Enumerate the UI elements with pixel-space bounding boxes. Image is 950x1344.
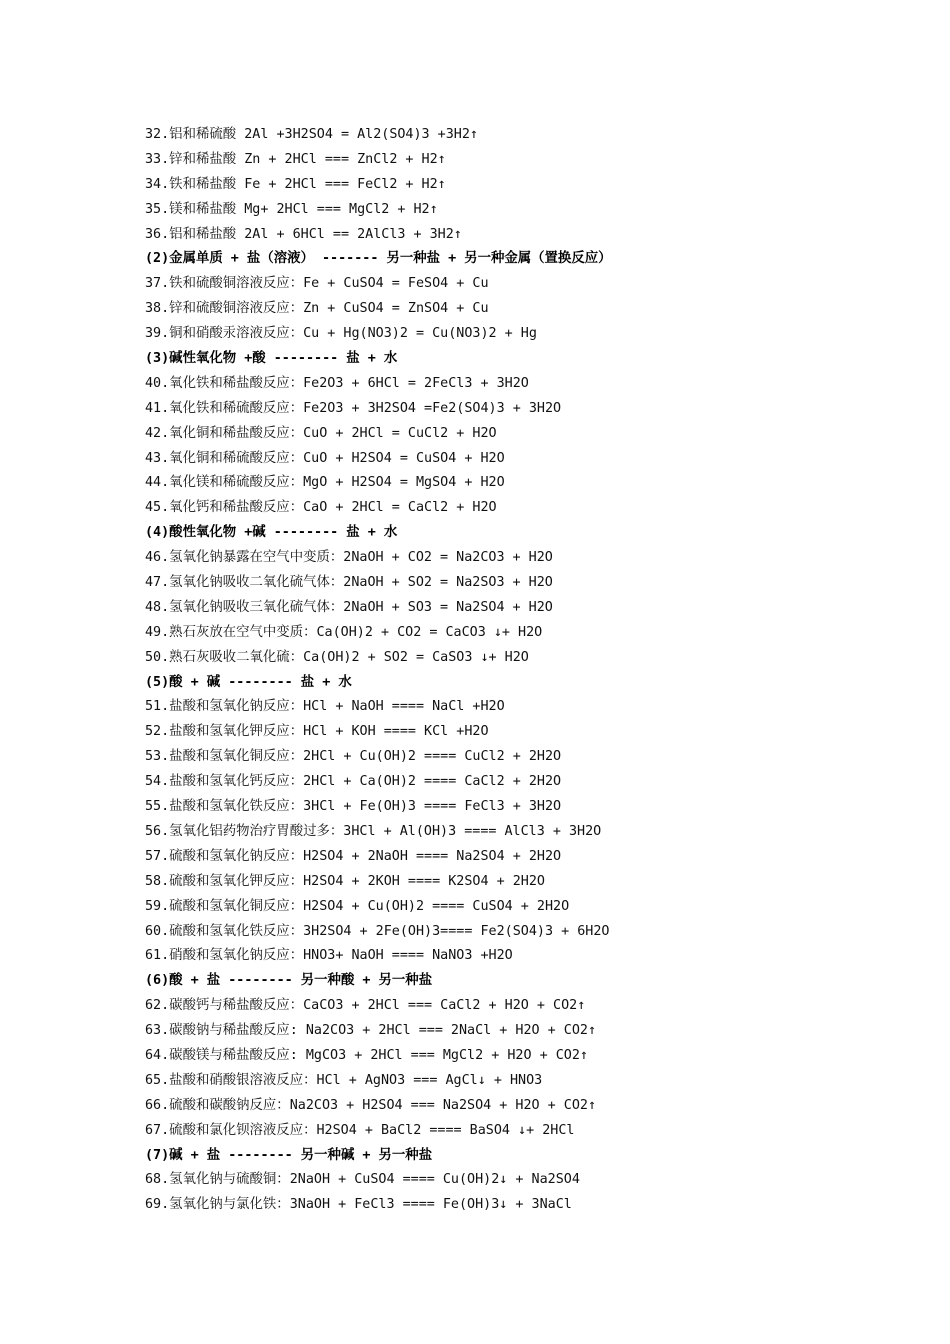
equation-line: 64.碳酸镁与稀盐酸反应: MgCO3 + 2HCl === MgCl2 + H2O + CO2↑ xyxy=(145,1047,588,1063)
section-heading: (6)酸 + 盐 -------- 另一种酸 + 另一种盐 xyxy=(145,973,433,989)
equation-line: 39.铜和硝酸汞溶液反应：Cu + Hg(NO3)2 = Cu(NO3)2 + Hg xyxy=(145,326,537,342)
equation-line: 59.硫酸和氢氧化铜反应：H2SO4 + Cu(OH)2 ==== CuSO4 + 2H2O xyxy=(145,898,570,914)
equation-line: 34.铁和稀盐酸 Fe + 2HCl === FeCl2 + H2↑ xyxy=(145,176,446,192)
equation-line: 50.熟石灰吸收二氧化硫：Ca(OH)2 + SO2 = CaSO3 ↓+ H2O xyxy=(145,649,529,665)
equation-line: 32.铝和稀硫酸 2Al +3H2SO4 = Al2(SO4)3 +3H2↑ xyxy=(145,127,478,142)
equation-line: 38.锌和硫酸铜溶液反应：Zn + CuSO4 = ZnSO4 + Cu xyxy=(145,301,489,317)
equation-line: 35.镁和稀盐酸 Mg+ 2HCl === MgCl2 + H2↑ xyxy=(145,201,438,217)
equation-line: 52.盐酸和氢氧化钾反应：HCl + KOH ==== KCl +H2O xyxy=(145,724,489,740)
equation-line: 33.锌和稀盐酸 Zn + 2HCl === ZnCl2 + H2↑ xyxy=(145,151,446,167)
equation-line: 42.氧化铜和稀盐酸反应：CuO + 2HCl = CuCl2 + H2O xyxy=(145,425,497,441)
equation-line: 40.氧化铁和稀盐酸反应：Fe2O3 + 6HCl = 2FeCl3 + 3H2O xyxy=(145,375,529,391)
section-heading: (5)酸 + 碱 -------- 盐 + 水 xyxy=(145,674,352,690)
equation-line: 44.氧化镁和稀硫酸反应：MgO + H2SO4 = MgSO4 + H2O xyxy=(145,475,505,491)
equation-line: 62.碳酸钙与稀盐酸反应：CaCO3 + 2HCl === CaCl2 + H2O + CO2↑ xyxy=(145,998,586,1014)
equation-line: 41.氧化铁和稀硫酸反应：Fe2O3 + 3H2SO4 =Fe2(SO4)3 + 3H2O xyxy=(145,400,562,416)
equation-line: 49.熟石灰放在空气中变质：Ca(OH)2 + CO2 = CaCO3 ↓+ H2O xyxy=(145,624,543,640)
equation-line: 57.硫酸和氢氧化钠反应：H2SO4 + 2NaOH ==== Na2SO4 + 2H2O xyxy=(145,848,562,864)
equation-line: 47.氢氧化钠吸收二氧化硫气体：2NaOH + SO2 = Na2SO3 + H2O xyxy=(145,575,553,591)
equation-line: 68.氢氧化钠与硫酸铜：2NaOH + CuSO4 ==== Cu(OH)2↓ + Na2SO4 xyxy=(145,1172,580,1188)
equation-line: 66.硫酸和碳酸钠反应：Na2CO3 + H2SO4 === Na2SO4 + H2O + CO2↑ xyxy=(145,1097,597,1113)
equation-line: 48.氢氧化钠吸收三氧化硫气体：2NaOH + SO3 = Na2SO4 + H2O xyxy=(145,599,553,615)
equation-line: 60.硫酸和氢氧化铁反应：3H2SO4 + 2Fe(OH)3==== Fe2(SO4)3 + 6H2O xyxy=(145,923,610,939)
equation-line: 43.氧化铜和稀硫酸反应：CuO + H2SO4 = CuSO4 + H2O xyxy=(145,450,505,466)
equation-line: 65.盐酸和硝酸银溶液反应：HCl + AgNO3 === AgCl↓ + HNO3 xyxy=(145,1072,543,1088)
equation-line: 58.硫酸和氢氧化钾反应：H2SO4 + 2KOH ==== K2SO4 + 2H2O xyxy=(145,873,545,889)
section-heading: (3)碱性氧化物 +酸 -------- 盐 + 水 xyxy=(145,351,398,367)
equation-line: 46.氢氧化钠暴露在空气中变质：2NaOH + CO2 = Na2CO3 + H2O xyxy=(145,550,553,566)
equation-line: 56.氢氧化铝药物治疗胃酸过多：3HCl + Al(OH)3 ==== AlCl3 + 3H2O xyxy=(145,823,602,839)
section-heading: (2)金属单质 + 盐（溶液） ------- 另一种盐 + 另一种金属（置换反应） xyxy=(145,251,612,267)
equation-line: 55.盐酸和氢氧化铁反应：3HCl + Fe(OH)3 ==== FeCl3 + 3H2O xyxy=(145,799,562,815)
equation-line: 45.氧化钙和稀盐酸反应：CaO + 2HCl = CaCl2 + H2O xyxy=(145,500,497,516)
equation-line: 61.硝酸和氢氧化钠反应：HNO3+ NaOH ==== NaNO3 +H2O xyxy=(145,948,513,964)
section-heading: (4)酸性氧化物 +碱 -------- 盐 + 水 xyxy=(145,525,398,541)
equation-line: 63.碳酸钠与稀盐酸反应: Na2CO3 + 2HCl === 2NaCl + H2O + CO2↑ xyxy=(145,1023,597,1039)
section-heading: (7)碱 + 盐 -------- 另一种碱 + 另一种盐 xyxy=(145,1147,433,1163)
equation-line: 54.盐酸和氢氧化钙反应：2HCl + Ca(OH)2 ==== CaCl2 + 2H2O xyxy=(145,774,562,790)
equation-line: 36.铝和稀盐酸 2Al + 6HCl == 2AlCl3 + 3H2↑ xyxy=(145,226,462,242)
document-body xyxy=(145,123,935,1218)
equation-line: 37.铁和硫酸铜溶液反应：Fe + CuSO4 = FeSO4 + Cu xyxy=(145,276,489,292)
equation-line: 51.盐酸和氢氧化钠反应：HCl + NaOH ==== NaCl +H2O xyxy=(145,699,505,715)
equation-line: 53.盐酸和氢氧化铜反应：2HCl + Cu(OH)2 ==== CuCl2 + 2H2O xyxy=(145,749,562,765)
equation-line: 67.硫酸和氯化钡溶液反应：H2SO4 + BaCl2 ==== BaSO4 ↓+ 2HCl xyxy=(145,1122,575,1138)
equation-line: 69.氢氧化钠与氯化铁：3NaOH + FeCl3 ==== Fe(OH)3↓ + 3NaCl xyxy=(145,1197,572,1213)
